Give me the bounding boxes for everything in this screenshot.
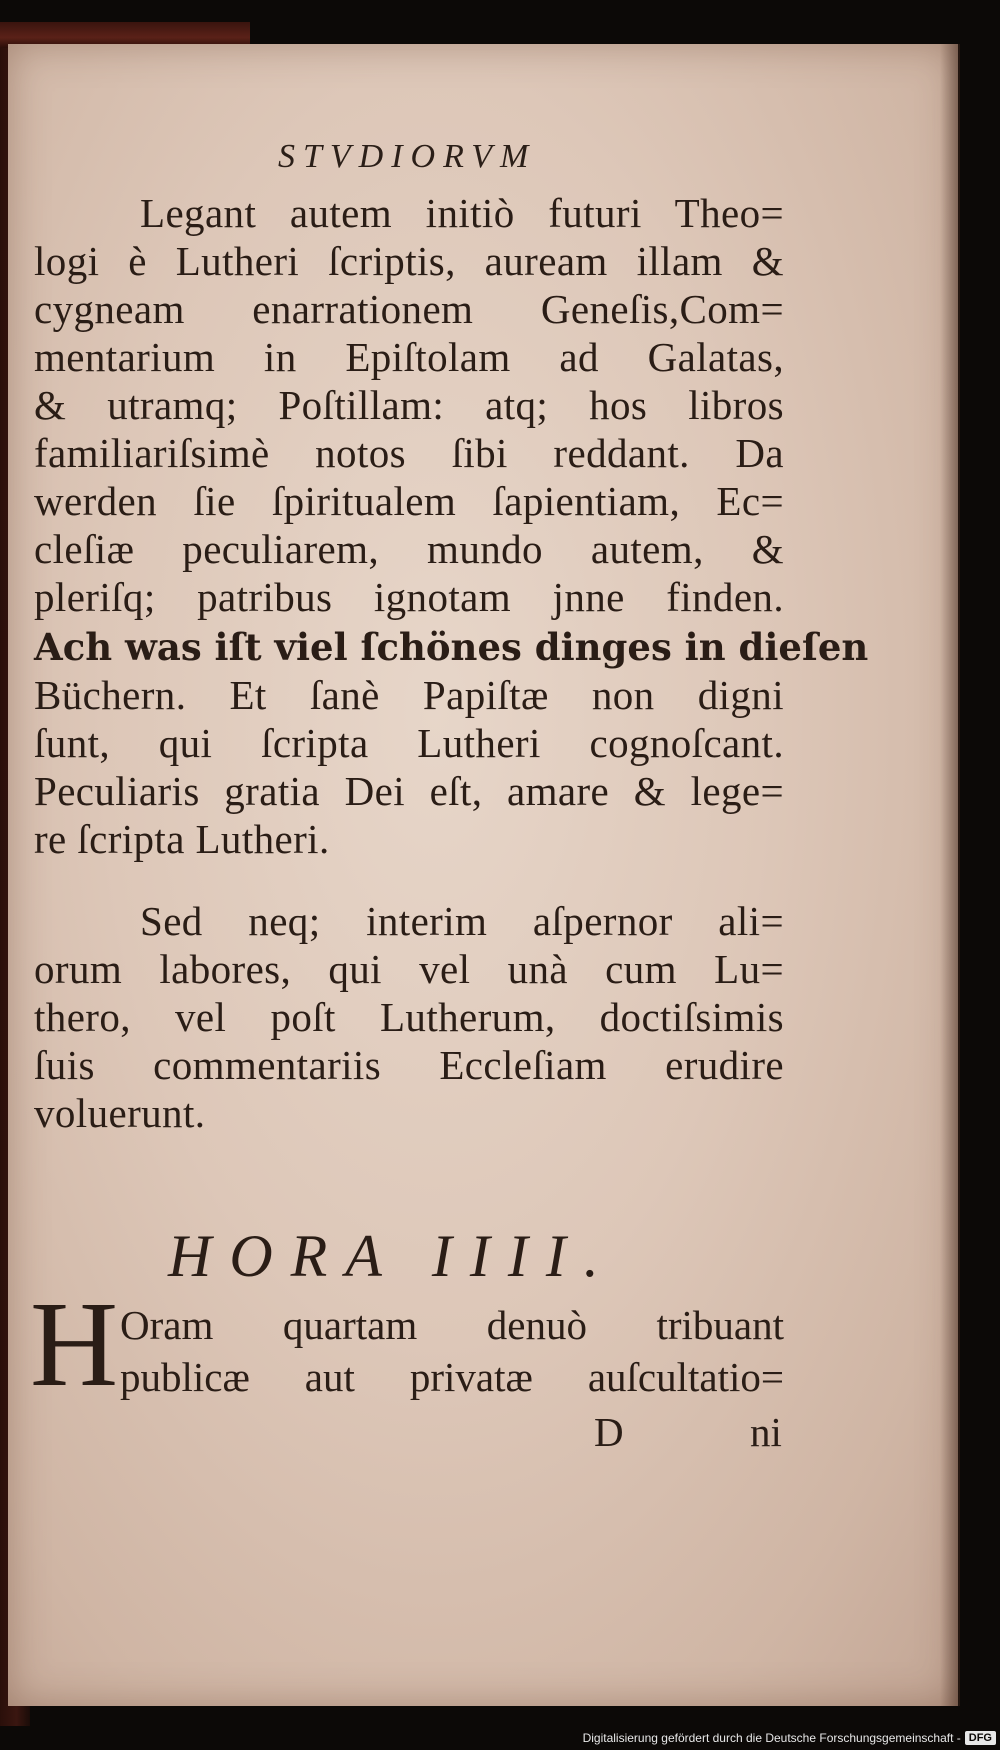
text-line: cleſiæ peculiarem, mundo autem, & — [34, 526, 784, 572]
running-head: STVDIORVM — [278, 138, 537, 175]
text-line: Büchern. Et ſanè Papiſtæ non digni — [34, 672, 784, 718]
text-line: logi è Lutheri ſcriptis, auream illam & — [34, 238, 784, 284]
text-line: re ſcripta Lutheri. — [34, 816, 330, 862]
text-line: & utramq; Poſtillam: atq; hos libros — [34, 382, 784, 428]
drop-capital: H — [30, 1277, 119, 1412]
text-line: cygneam enarrationem Geneſis,Com= — [34, 286, 784, 332]
digitization-footer — [548, 1728, 996, 1748]
text-line: ſunt, qui ſcripta Lutheri cognoſcant. — [34, 720, 784, 766]
text-line: werden ſie ſpiritualem ſapientiam, Ec= — [34, 478, 784, 524]
section-heading: HORA IIII. — [168, 1223, 617, 1289]
dfg-logo: DFG — [965, 1731, 996, 1745]
catchword: ni — [750, 1409, 782, 1455]
text-line-fraktur: Ach was iſt viel ſchönes dinges in dieſen — [34, 625, 869, 669]
page-gutter-shadow — [940, 44, 960, 1706]
text-line: Sed neq; interim aſpernor ali= — [140, 898, 784, 944]
text-line: pleriſq; patribus ignotam jnne finden. — [34, 574, 784, 620]
text-line: familiariſsimè notos ſibi reddant. Da — [34, 430, 784, 476]
text-line: ſuis commentariis Eccleſiam erudire — [34, 1042, 784, 1088]
text-line: Oram quartam denuò tribuant — [120, 1302, 784, 1348]
text-line: Peculiaris gratia Dei eſt, amare & lege= — [34, 768, 784, 814]
text-line: Legant autem initiò futuri Theo= — [140, 190, 784, 236]
text-line: publicæ aut privatæ auſcultatio= — [120, 1354, 784, 1400]
signature-mark: D — [594, 1409, 624, 1455]
text-line: orum labores, qui vel unà cum Lu= — [34, 946, 784, 992]
text-line: thero, vel poſt Lutherum, doctiſsimis — [34, 994, 784, 1040]
text-line: mentarium in Epiſtolam ad Galatas, — [34, 334, 784, 380]
footer-text: Digitalisierung gefördert durch die Deutsche Forschungsgemeinschaft - — [582, 1731, 961, 1745]
text-line: voluerunt. — [34, 1090, 206, 1136]
